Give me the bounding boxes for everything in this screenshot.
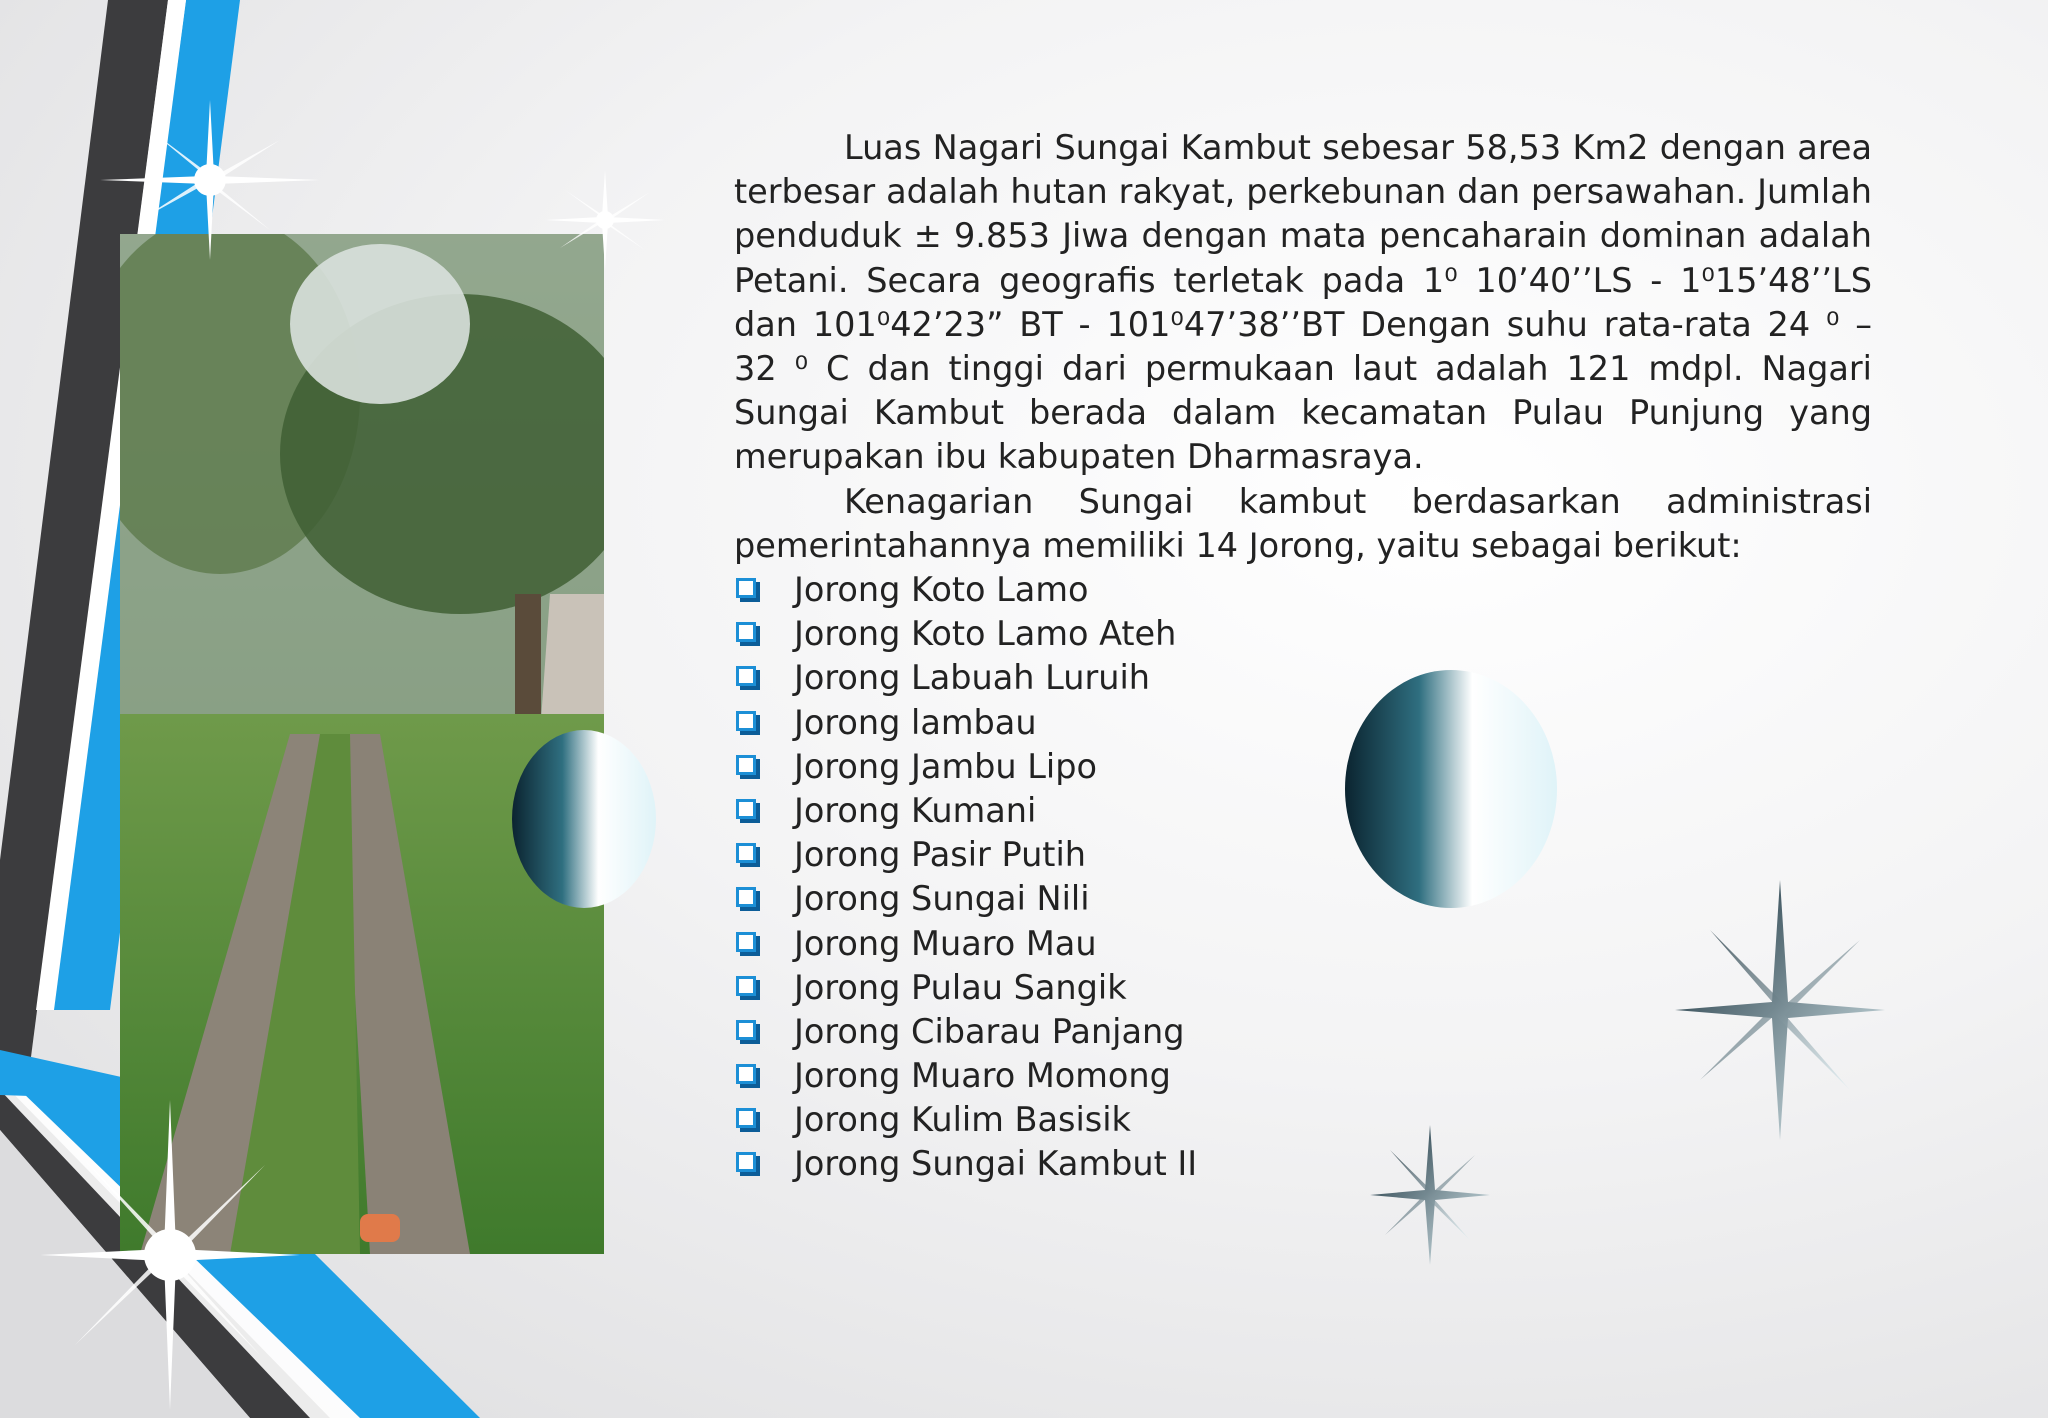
checkbox-bullet-icon	[736, 755, 756, 775]
list-item-label: Jorong Cibarau Panjang	[794, 1011, 1185, 1051]
checkbox-bullet-icon	[736, 711, 756, 731]
list-item-label: Jorong Jambu Lipo	[794, 746, 1097, 786]
list-item-label: Jorong Kumani	[794, 790, 1037, 830]
list-item	[734, 966, 1872, 1010]
list-item-label: Jorong Kulim Basisik	[794, 1100, 1131, 1140]
list-item-label: Jorong Sungai Kambut II	[794, 1144, 1198, 1184]
list-item-label: Jorong Koto Lamo	[794, 570, 1089, 610]
checkbox-bullet-icon	[736, 976, 756, 996]
list-item-label: Jorong Muaro Momong	[794, 1056, 1171, 1096]
list-item	[734, 612, 1872, 656]
checkbox-bullet-icon	[736, 887, 756, 907]
sparkle-star-icon	[100, 100, 320, 260]
list-item	[734, 877, 1872, 921]
list-item-label: Jorong Muaro Mau	[794, 923, 1097, 963]
administration-paragraph: Kenagarian Sungai kambut berdasarkan administrasi pemerintahannya memiliki 14 Jorong, yaitu sebagai berikut:	[734, 481, 1872, 565]
checkbox-bullet-icon	[736, 843, 756, 863]
list-item	[734, 1010, 1872, 1054]
checkbox-bullet-icon	[736, 932, 756, 952]
list-item	[734, 656, 1872, 700]
jorong-list	[734, 568, 1872, 1187]
list-item-label: Jorong Sungai Nili	[794, 879, 1090, 919]
list-item-label: Jorong Pasir Putih	[794, 835, 1086, 875]
list-item	[734, 922, 1872, 966]
list-item	[734, 1054, 1872, 1098]
description-paragraph: Luas Nagari Sungai Kambut sebesar 58,53 Km2 dengan area terbesar adalah hutan rakyat, perkebunan dan persawahan. Jumlah penduduk ± 9.853 Jiwa dengan mata pencaharain dominan adalah Petani. Secara geografis terletak pada 1⁰ 10’40’’LS - 1⁰15’48’’LS dan 101⁰42’23” BT - 101⁰47’38’’BT Dengan suhu rata-rata 24 ⁰ – 32 ⁰ C dan tinggi dari permukaan laut adalah 121 mdpl. Nagari Sungai Kambut berada dalam kecamatan Pulau Punjung yang merupakan ibu kabupaten Dharmasraya.	[734, 128, 1872, 477]
list-item	[734, 745, 1872, 789]
gradient-orb-small	[512, 730, 657, 908]
checkbox-bullet-icon	[736, 666, 756, 686]
checkbox-bullet-icon	[736, 578, 756, 598]
list-item	[734, 1142, 1872, 1186]
checkbox-bullet-icon	[736, 622, 756, 642]
checkbox-bullet-icon	[736, 1108, 756, 1128]
list-item-label: Jorong Labuah Luruih	[794, 658, 1151, 698]
sparkle-star-icon	[545, 170, 665, 270]
slide-text-content	[734, 126, 1872, 1187]
list-item-label: Jorong Pulau Sangik	[794, 967, 1127, 1007]
list-item-label: Jorong lambau	[794, 702, 1037, 742]
checkbox-bullet-icon	[736, 799, 756, 819]
sparkle-star-icon	[40, 1100, 300, 1410]
checkbox-bullet-icon	[736, 1064, 756, 1084]
list-item	[734, 789, 1872, 833]
list-item	[734, 1098, 1872, 1142]
checkbox-bullet-icon	[736, 1020, 756, 1040]
checkbox-bullet-icon	[736, 1152, 756, 1172]
list-item	[734, 833, 1872, 877]
list-item-label: Jorong Koto Lamo Ateh	[794, 614, 1177, 654]
list-item	[734, 701, 1872, 745]
list-item	[734, 568, 1872, 612]
